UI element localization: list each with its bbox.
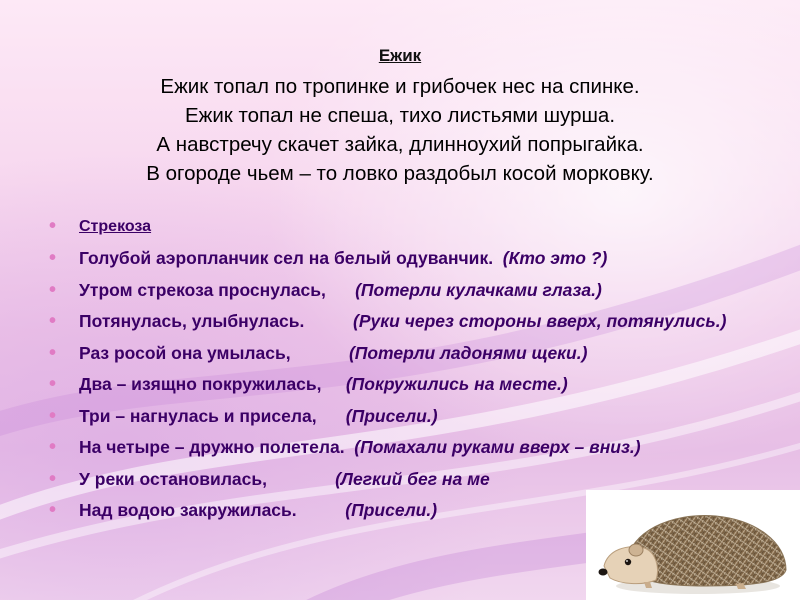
bullet-icon: • [49,247,57,269]
line-comment: (Легкий бег на ме [335,468,490,489]
slide-title: Ежик [378,46,422,65]
line-text: Два – изящно покружилась, [79,374,322,394]
exercise-line [48,342,748,365]
exercise-line [48,405,748,428]
line-text: Над водою закружилась. [79,500,297,520]
line-comment: (Помахали руками вверх – вниз.) [354,437,641,457]
exercise-line [48,247,748,270]
line-text: Утром стрекоза проснулась, [79,279,326,300]
line-text: Раз росой она умылась, [79,342,291,363]
line-comment: (Покружились на месте.) [345,374,568,394]
exercise-line [48,436,748,459]
exercise-title: Стрекоза [79,218,152,235]
bullet-icon: • [49,499,57,521]
line-comment: (Потерли кулачками глаза.) [355,279,602,300]
poem-line: Ежик топал не спеша, тихо листьями шурша. [184,104,616,127]
line-comment: (Присели.) [345,405,438,426]
line-text: Потянулась, улыбнулась. [79,311,305,331]
line-text: Голубой аэропланчик сел на белый одуванчик. [79,248,494,268]
hedgehog-icon [586,490,800,600]
poem [40,72,760,188]
exercise-line [48,468,748,491]
bullet-icon: • [49,436,57,458]
poem-line: А навстречу скачет зайка, длинноухий попрыгайка. [156,133,644,156]
exercise-line [48,279,748,302]
poem-line: В огороде чьем – то ловко раздобыл косой морковку. [146,162,654,185]
line-text: Три – нагнулась и присела, [79,405,317,426]
poem-line: Ежик топал по тропинке и грибочек нес на спинке. [160,75,640,98]
bullet-icon: • [49,467,57,490]
bullet-icon: • [49,373,57,395]
line-comment: (Руки через стороны вверх, потянулись.) [353,311,727,331]
bullet-icon: • [49,341,57,364]
line-text: У реки остановилась, [79,468,268,489]
bullet-icon: • [49,404,57,427]
exercise-line [48,373,748,396]
line-text: На четыре – дружно полетела. [79,437,345,457]
line-comment: (Кто это ?) [502,248,608,268]
line-comment: (Присели.) [345,500,438,520]
exercise-title-item [48,215,748,238]
exercise-line [48,310,748,333]
exercise-list [48,215,748,531]
bullet-icon: • [49,278,57,301]
bullet-icon: • [49,215,57,237]
hedgehog-photo [586,490,800,600]
bullet-icon: • [49,310,57,332]
line-comment: (Потерли ладонями щеки.) [348,342,588,363]
